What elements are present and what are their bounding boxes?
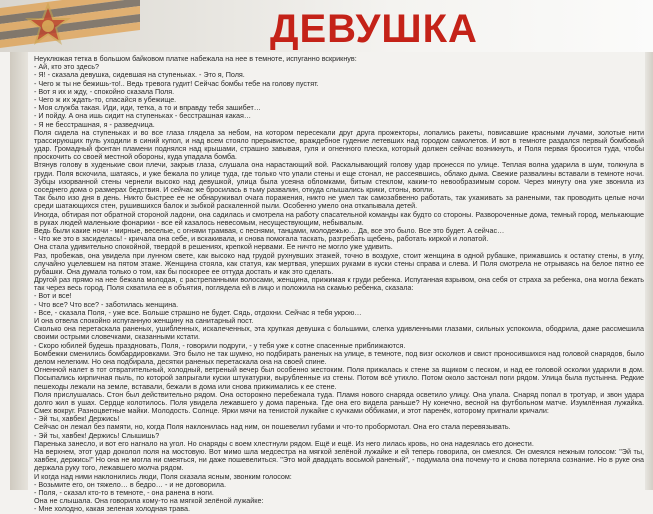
- story-paragraph: Ведь были какие ночи - мирные, веселые, с огнями трамвая, с песнями, танцами, молодежью… Да, все это было. Все это будет. А сейчас…: [34, 225, 505, 235]
- story-paragraph: - Эй ты, хавбек! Держись! Слышишь?: [34, 430, 160, 440]
- left-decorative-bar: [10, 52, 28, 490]
- story-text: [34, 55, 644, 514]
- story-paragraph: - Эй ты, хавбек! Держись!: [34, 414, 120, 424]
- story-paragraph: Раз, пробежав, она увидела при лунном свете, как высоко над грудой рухнувших этажей, точно в воздухе, стоит женщина в одной рубашке, прижавшись к остатку стены, в углу, случайно уцелевшем на пятом этаже. Женщина стояла, как статуя, как мертвая, уперших руками в куски стены справа и слева. И Поля смотрела не отрываясь на белое пятно ее рубашки. Она думала только о том, как бы поскорее ее оттуда достать и как это сделать.: [34, 250, 644, 276]
- story-paragraph: - Что все? Что все? - заботилась женщина.: [34, 299, 179, 309]
- story-paragraph: И когда над ними наклонились люди, Поля сказала ясным, звонким голосом:: [34, 471, 292, 481]
- story-paragraph: - Возьмите его, он тяжело… в бедро… - и не договорила.: [34, 479, 226, 489]
- story-paragraph: - Поля, - сказал кто-то в темноте, - она ранена в ноги.: [34, 487, 214, 497]
- story-paragraph: - Я не бесстрашная, я - разведчица.: [34, 119, 155, 129]
- story-paragraph: На верхнем, этот удар доколол поля на мостовую. Вот мимо шла медсестра на мягкой зелёной лужайке и ей теперь говорила, он смеялся. Он смеялся нежным голосом: "Эй ты, хавбек, держись!" Но она не могла ни смеяться, ни даже пошевелиться. "Это мой двадцать восьмой раненый", - подумала она почему-то и снова потеряла сознание. Но в руке она держала руку того, лежавшего молча рядом.: [34, 447, 644, 473]
- story-paragraph: - Чего ж ты не бежишь-то!.. Ведь тревога гудит! Сейчас бомбы тебе на голову пустят.: [34, 78, 319, 88]
- order-star-ribbon-icon: [0, 0, 140, 56]
- story-paragraph: Поля сидела на ступеньках и во все глаза глядела за небом, на котором пересекали друг друга прожекторы, лопались ракеты, повисавшие красными лучами, золотые нити трассирующих пуль уходили в синий купол, и над всем стояло прерывистое, враждебное гудение летевших над городом самолетов. И вот в темноте раздался первый бомбовый удар. Громадный фонтан пламени поднялся над крышами, страшно завывая, гуля и огненного плеска, который должен сейчас возникнуть, и Поля первая бросится туда, чтобы проскочить со своей местной обороны, куда упадала бомба.: [34, 127, 644, 162]
- story-paragraph: - Все, - сказала Поля, - уже все. Больше страшно не будет. Сядь, отдохни. Сейчас я тебя укрою…: [34, 307, 362, 317]
- page-title: ДЕВУШКА: [270, 7, 478, 51]
- story-paragraph: Втянув голову в худенькие свои плечи, закрыв глаза, слушала она нарастающий вой. Раскалывающий голову удар пронесся по улице. Теплая волна ударила в шум, толкнула в груди. Поля вскочила, шатаясь, и уже бежала по улице туда, где только что упали стены и еще стонал, не рассеявшись, облако дыма. Свежие развалины вставали в темноте ночи. Зубцы изорванной стены чернели высоко над девушкой, улица была усеяна обломками, битым стеклом, каким-то невообразимым сором. Через минуту она уже звонила из соседнего дома о размерах бедствия. И сейчас же бросилась в тьму развалин, откуда слышались крики, стоны, вопли.: [34, 160, 644, 194]
- story-paragraph: - И пойду. А она ишь сидит на ступеньках - бесстрашная какая…: [34, 111, 252, 121]
- story-paragraph: Сколько она перетаскала раненых, ушибленных, искалеченных, эта хрупкая девушка с большими, слегка удивленными глазами, сильных успокоила, ободрила, даже рассмешила своими острыми словечками, сказанными кстати.: [34, 324, 644, 342]
- story-paragraph: Бомбежки сменились бомбардировками. Это было не так шумно, но подбирать раненых на улице, в темноте, под визг осколков и свист проносившихся над головой снарядов, было делом нелегким. Но она подбирала, десятки раненых перетаскала она на своей спине.: [34, 348, 644, 366]
- story-paragraph: Паренька занесло, и вот его нагнало на угол. Но снаряды с воем хлестнули рядом. Ещё и ещё. Из него лилась кровь, но она надеялась его донести.: [34, 438, 534, 448]
- story-paragraph: Другой раз прямо на нее бежала молодая, с растрепанными волосами, женщина, прижимая к груди ребенка. Испуганная взрывом, она себя от страха за ребенка, она могла бежать так через весь город. Поля схватила ее в объятия, поглядела ей в лицо и положила на скамью ребенка, сказала:: [34, 275, 644, 293]
- story-paragraph: - Мне холодно, какая зеленая холодная трава.: [34, 504, 191, 514]
- story-paragraph: Поля прислушалась. Стон был действительно рядом. Она осторожно перебежала туда. Пламя нового снаряда осветило улицу. Она упала. Снаряд попал в тротуар, и звон удара долго жил в ушах. Сердце колотилось. Поля увидела лежавшего у дома паренька. Где она его видела раньше? Ну конечно, весной на футбольном матче. Изумлённая лужайка. Смех вокруг. Разноцветные майки. Молодость. Солнце. Ярки мячи на тенистой лужайке с кучками оббиками, и этот паренёк, которому пригнали кричали:: [34, 389, 644, 416]
- story-paragraph: Она стала удивительно спокойной, твердой в решениях, крепкой нервами. Ее ничто не могло уже удивить.: [34, 242, 393, 252]
- story-paragraph: Неуклюжая тетка в большом байковом платке набежала на нее в темноте, испуганно вскрикнув:: [34, 54, 357, 63]
- story-paragraph: Огненной налет в тот отвратительный, холодный, ветреный вечер был особенно жестоким. Поля прижалась к стене за ящиком с песком, и над ее головой осколки ударили в дом. Посыпались кирпичная пыль, по которой запрыгали куски штукатурки, вырубленные из стены. Потом всё утихло. Потом около застонал поги рядом. Улица была пустынна. Редкие пешеходы лежали на земле, вставали, бежали в дома или снова прижимались к ее стене.: [34, 365, 644, 391]
- right-decorative-bar: [645, 52, 653, 490]
- story-paragraph: - Чего ж их ждать-то, спасайся в убежище.: [34, 94, 177, 104]
- story-paragraph: Иногда, обтирая пот обратной стороной ладони, она садилась и смотрела на работу спасательной команды как будто со стороны. Развороченные дома, темный город, мелькающие в руках людей маленькие фонарики - все ей казалось невесомым, несуществующим, небывалым.: [34, 209, 644, 227]
- story-paragraph: Она не слышала. Она говорила кому-то на мягкой зелёной лужайке:: [34, 496, 264, 506]
- story-paragraph: Сейчас он лежал без памяти, но, когда Поля наклонилась над ним, он пошевелил губами и что-то пробормотал. Она его стала перевязывать.: [34, 422, 511, 432]
- story-paragraph: - Моя служба такая. Иди, иди, тетка, а то и вправду тебя зашибет…: [34, 103, 261, 113]
- story-paragraph: Так было изо дня в день. Никто быстрее ее не обнаруживал очага поражения, никто не умел так самозабвенно работать, так ухаживать за ранеными, так проводить целые ночи среди шатающихся стен, рушившихся балок и зыбкой раскаленной пыли. Особенно умело она откапывала детей.: [34, 193, 644, 211]
- story-paragraph: - Вот я их и жду, - спокойно сказала Поля.: [34, 86, 175, 96]
- story-paragraph: - Что же это в засиделась! - кричала она себе, и вскакивала, и снова помогала таскать, разгребать щебень, работать киркой и лопатой.: [34, 234, 489, 244]
- story-paragraph: И она отвела спокойно испуганную женщину на санитарный пост.: [34, 316, 254, 325]
- story-paragraph: - Я! - сказала девушка, сидевшая на ступеньках. - Это я, Поля.: [34, 70, 245, 80]
- story-paragraph: - Скоро юбилей будешь праздновать, Поля, - говорили подруги, - у тебя уже к сотне спасенные приближаются.: [34, 340, 406, 350]
- story-paragraph: - Вот и все!: [34, 291, 72, 301]
- story-paragraph: - Ай, кто это здесь?: [34, 62, 100, 72]
